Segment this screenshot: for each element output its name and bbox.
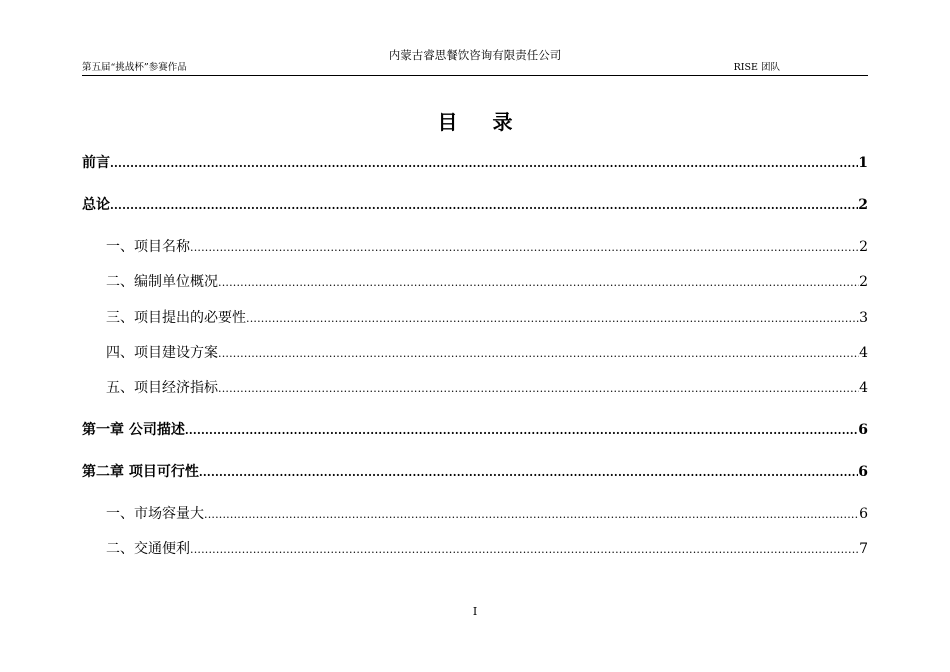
header-contest-name: 第五届“挑战杯”参赛作品 <box>82 62 187 73</box>
toc-entry-page-number: 6 <box>858 422 868 438</box>
toc-entry-page-number: 7 <box>859 541 868 557</box>
toc-entry[interactable] <box>106 505 868 523</box>
toc-entry[interactable] <box>106 238 868 256</box>
toc-dot-leader <box>218 380 859 398</box>
toc-dot-leader <box>110 197 858 215</box>
toc-entry-label: 前言 <box>82 155 110 171</box>
header-team-name: RISE 团队 <box>733 62 780 73</box>
toc-entry[interactable] <box>82 196 868 214</box>
header-company-name: 内蒙古睿思餐饮咨询有限责任公司 <box>388 48 562 62</box>
toc-entry-label: 一、市场容量大 <box>106 506 204 522</box>
toc-dot-leader <box>204 506 859 524</box>
toc-dot-leader <box>218 345 859 363</box>
toc-dot-leader <box>190 541 859 559</box>
toc-entry[interactable] <box>106 273 868 291</box>
toc-entry-label: 总论 <box>82 197 110 213</box>
toc-entry-page-number: 2 <box>858 197 868 213</box>
toc-entry[interactable] <box>82 421 868 439</box>
toc-dot-leader <box>110 155 858 173</box>
toc-entry-label: 一、项目名称 <box>106 239 190 255</box>
toc-title: 目 录 <box>437 110 527 134</box>
toc-entry-page-number: 6 <box>858 464 868 480</box>
toc-entry[interactable] <box>106 309 868 327</box>
toc-entry[interactable] <box>106 540 868 558</box>
toc-dot-leader <box>199 464 858 482</box>
toc-entry[interactable] <box>106 379 868 397</box>
toc-entry[interactable] <box>106 344 868 362</box>
toc-entry-page-number: 6 <box>859 506 868 522</box>
toc-entry[interactable] <box>82 154 868 172</box>
toc-dot-leader <box>190 239 859 257</box>
toc-dot-leader <box>185 422 858 440</box>
footer-page-number: I <box>472 605 478 618</box>
toc-entry-page-number: 4 <box>859 345 868 361</box>
toc-entry-page-number: 2 <box>859 239 868 255</box>
toc-entry-page-number: 2 <box>859 274 868 290</box>
toc-entry-label: 三、项目提出的必要性 <box>106 310 246 326</box>
toc-entry-label: 二、编制单位概况 <box>106 274 218 290</box>
toc-dot-leader <box>218 274 859 292</box>
toc-entry-label: 二、交通便利 <box>106 541 190 557</box>
toc-entry[interactable] <box>82 463 868 481</box>
toc-entry-page-number: 4 <box>859 380 868 396</box>
toc-entry-label: 第二章 项目可行性 <box>82 464 199 480</box>
toc-entry-label: 第一章 公司描述 <box>82 422 185 438</box>
toc-entry-label: 五、项目经济指标 <box>106 380 218 396</box>
toc-entry-page-number: 3 <box>859 310 868 326</box>
toc-dot-leader <box>246 310 859 328</box>
header-divider <box>82 75 868 76</box>
toc-entry-page-number: 1 <box>858 155 868 171</box>
toc-entry-label: 四、项目建设方案 <box>106 345 218 361</box>
